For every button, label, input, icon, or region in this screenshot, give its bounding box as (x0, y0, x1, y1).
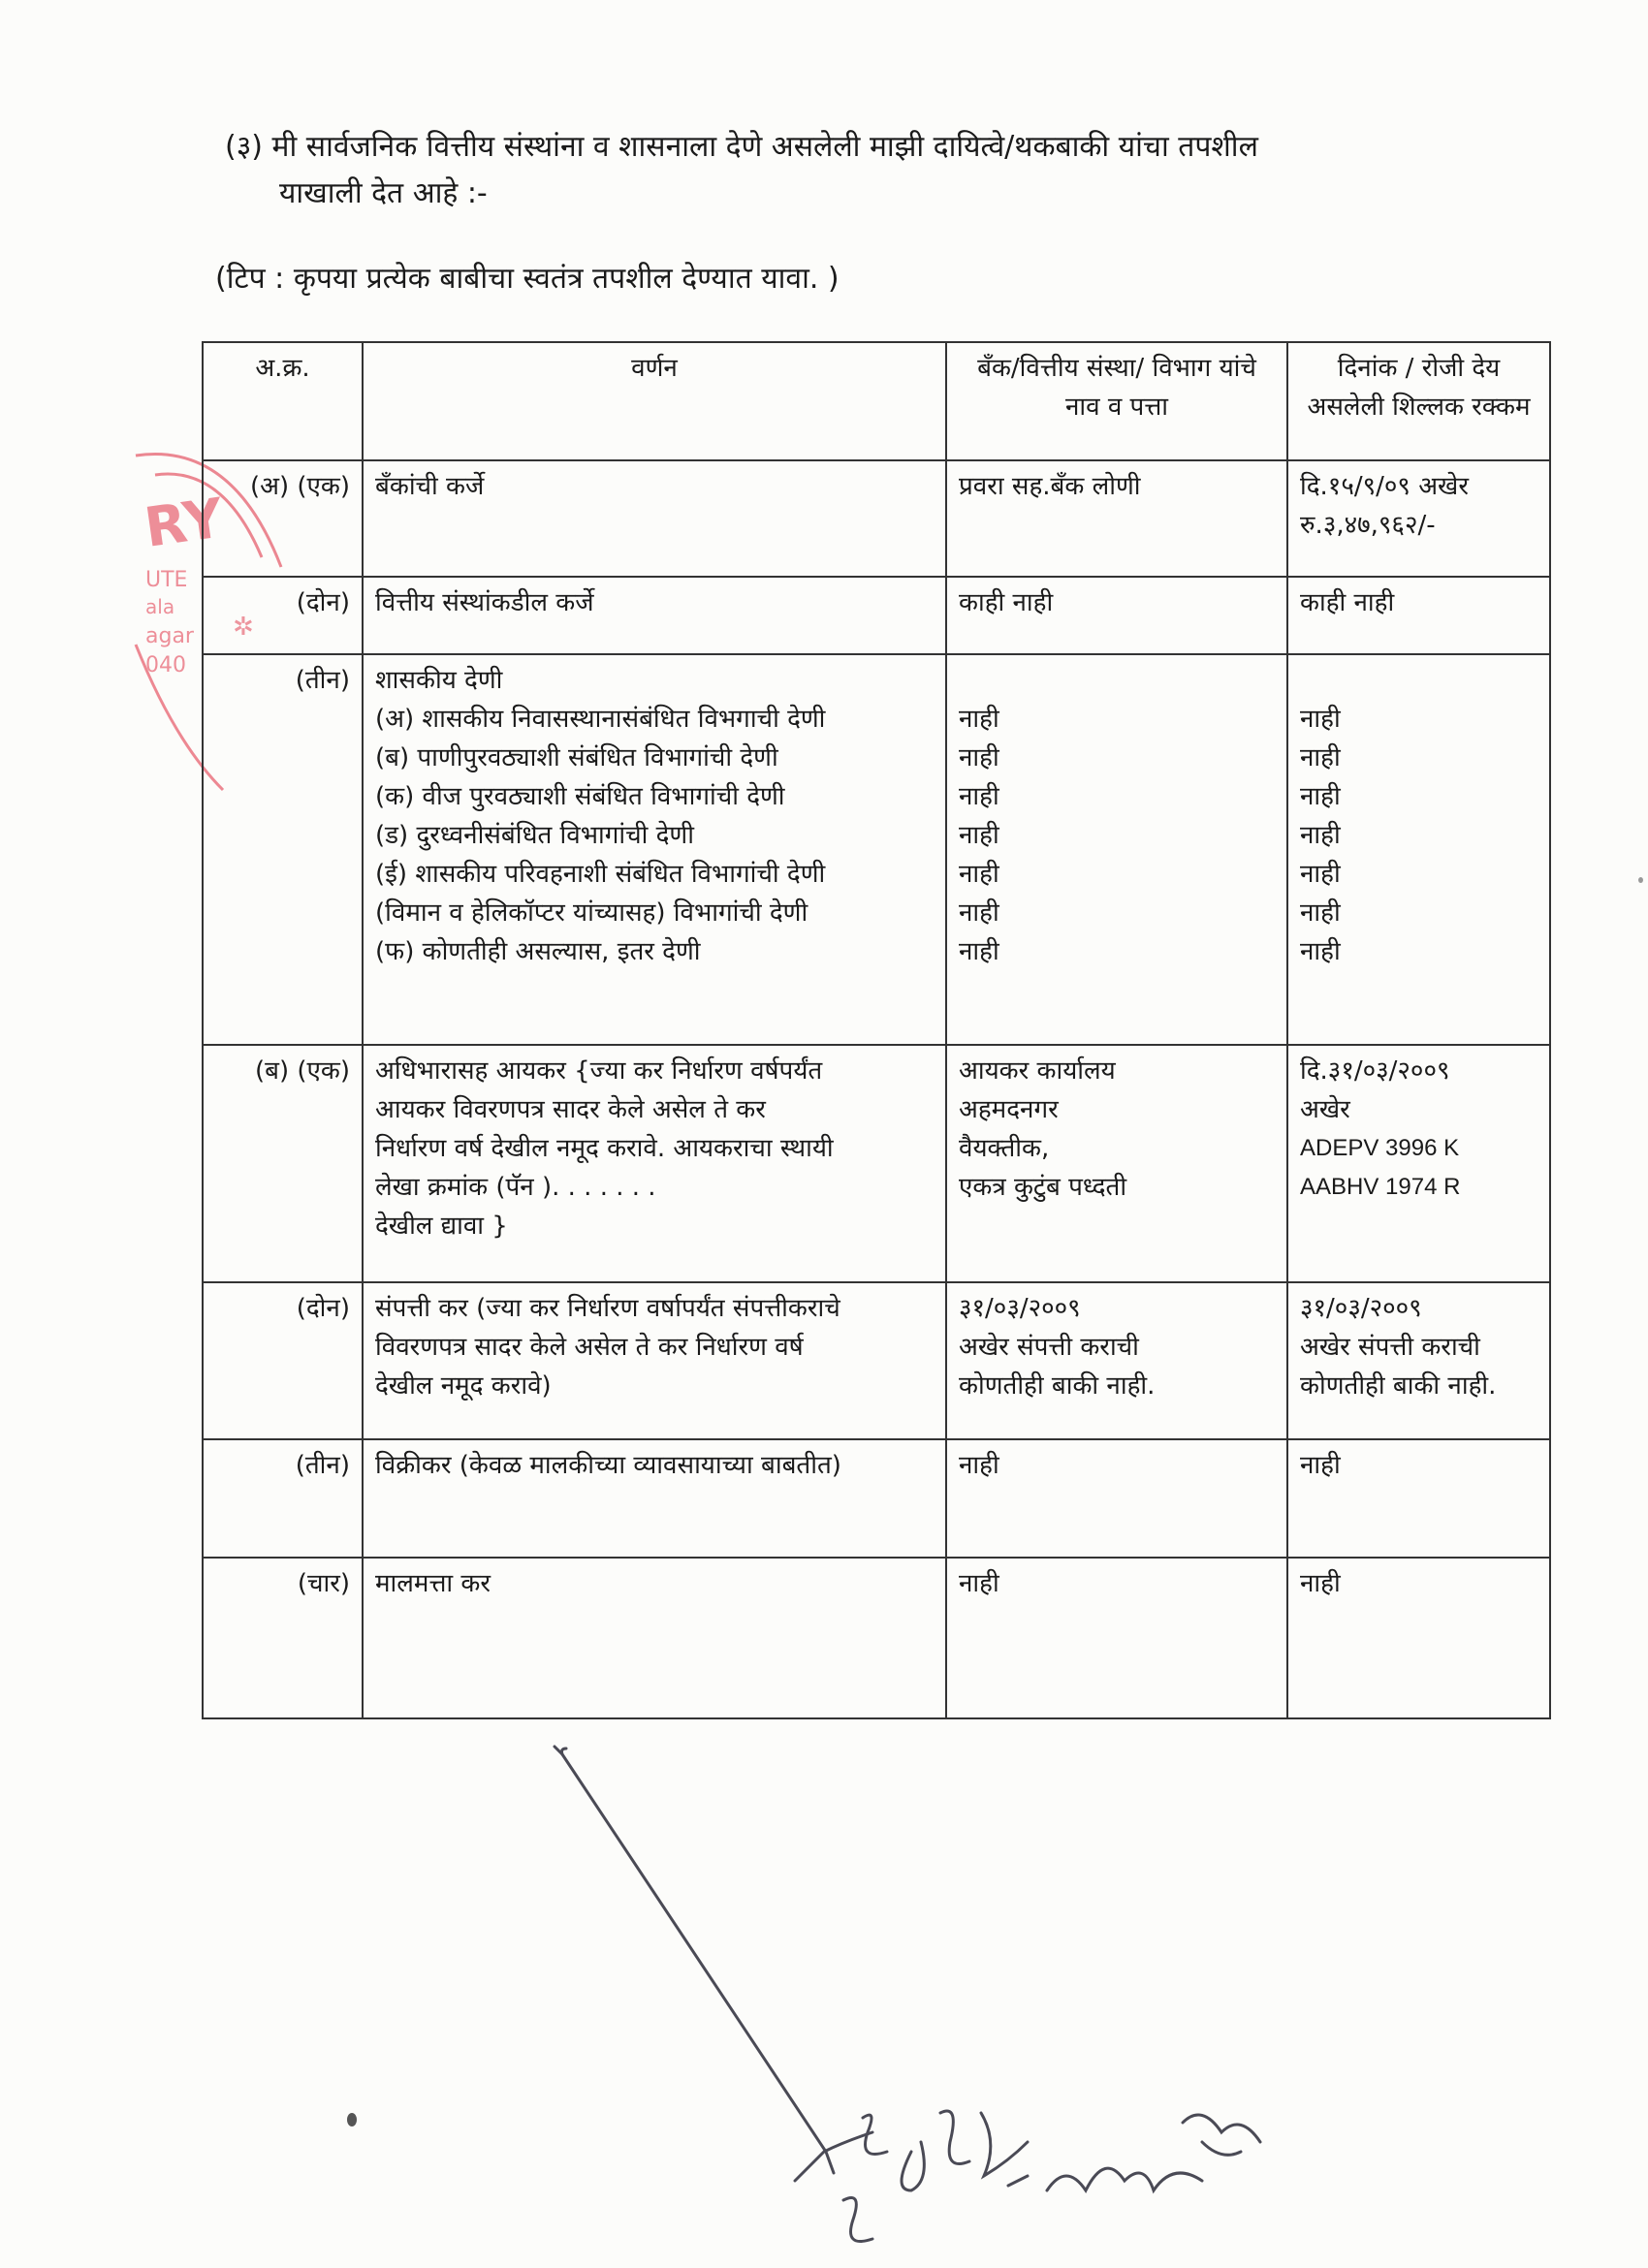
row-description (363, 654, 946, 1045)
row-bank (946, 1282, 1287, 1439)
description-line: देखील नमूद करावे) (375, 1371, 552, 1401)
amount-value: नाही (1300, 937, 1341, 966)
row-serial: (अ) (एक) (203, 460, 363, 577)
table-row (203, 1558, 1550, 1718)
amount-value: नाही (1300, 705, 1341, 734)
note-text: (टिप : कृपया प्रत्येक बाबीचा स्वतंत्र तपशील देण्यात यावा. ) (215, 262, 840, 296)
heading-line-1: (३) मी सार्वजनिक वित्तीय संस्थांना व शासनाला देणे असलेली माझी दायित्वे/थकबाकी यांचा तपशील (225, 130, 1258, 164)
row-amount (1287, 1045, 1550, 1282)
sub-item: (ड) दुरध्वनीसंबंधित विभागांची देणी (375, 821, 694, 850)
row-amount (1287, 654, 1550, 1045)
bank-line: एकत्र कुटुंब पध्दती (959, 1173, 1127, 1202)
amount-value: नाही (1300, 821, 1341, 850)
amount-value: नाही (1300, 782, 1341, 811)
amount-line: रु.३,४७,९६२/- (1300, 511, 1436, 540)
description-line: संपत्ती कर (ज्या कर निर्धारण वर्षापर्यंत संपत्तीकराचे (375, 1294, 840, 1323)
sub-item: (ब) पाणीपुरवठ्याशी संबंधित विभागांची देणी (375, 743, 778, 772)
bank-value: नाही (959, 898, 999, 928)
row-bank: काही नाही (946, 577, 1287, 654)
row-serial: (तीन) (203, 1439, 363, 1558)
description-title: शासकीय देणी (375, 666, 503, 695)
sub-item: (क) वीज पुरवठ्याशी संबंधित विभागांची देणी (375, 782, 785, 811)
row-description (363, 1045, 946, 1282)
bank-line: ३१/०३/२००९ (959, 1294, 1081, 1323)
row-amount: नाही (1287, 1439, 1550, 1558)
liabilities-table (202, 341, 1551, 1719)
table-row (203, 1045, 1550, 1282)
description-line: देखील द्यावा } (375, 1212, 508, 1241)
row-amount: नाही (1287, 1558, 1550, 1718)
stamp-text-agar: agar (145, 624, 194, 648)
row-description: बँकांची कर्जे (363, 460, 946, 577)
heading-line-2: याखाली देत आहे :- (279, 176, 488, 210)
bank-value: नाही (959, 937, 999, 966)
section-heading (225, 124, 1258, 217)
row-bank: नाही (946, 1439, 1287, 1558)
bank-value: नाही (959, 860, 999, 889)
sub-item: (फ) कोणतीही असल्यास, इतर देणी (375, 937, 701, 966)
bank-line: अहमदनगर (959, 1095, 1059, 1124)
row-serial: (दोन) (203, 577, 363, 654)
description-line: आयकर विवरणपत्र सादर केले असेल ते कर (375, 1095, 766, 1124)
pan-number: AABHV 1974 R (1300, 1174, 1461, 1200)
table-row (203, 654, 1550, 1045)
description-line: अधिभारासह आयकर {ज्या कर निर्धारण वर्षपर्यंत (375, 1056, 823, 1086)
bank-line: आयकर कार्यालय (959, 1056, 1116, 1086)
bank-line: वैयक्तीक, (959, 1134, 1050, 1163)
pan-number: ADEPV 3996 K (1300, 1135, 1460, 1161)
row-bank (946, 654, 1287, 1045)
amount-value: नाही (1300, 743, 1341, 772)
row-serial: (दोन) (203, 1282, 363, 1439)
amount-value: नाही (1300, 898, 1341, 928)
description-line: विवरणपत्र सादर केले असेल ते कर निर्धारण वर्ष (375, 1333, 804, 1362)
bank-value: नाही (959, 782, 999, 811)
table-row (203, 577, 1550, 654)
stamp-text-ala: ala (145, 595, 175, 618)
header-description: वर्णन (363, 342, 946, 460)
bank-value: नाही (959, 705, 999, 734)
table-row (203, 460, 1550, 577)
description-line: लेखा क्रमांक (पॅन ). . . . . . . (375, 1173, 656, 1202)
amount-value: नाही (1300, 860, 1341, 889)
amount-line: ३१/०३/२००९ (1300, 1294, 1422, 1323)
row-serial: (चार) (203, 1558, 363, 1718)
handwritten-signature (504, 1735, 1280, 2268)
sub-item: (अ) शासकीय निवासस्थानासंबंधित विभगाची देणी (375, 705, 826, 734)
row-description: वित्तीय संस्थांकडील कर्जे (363, 577, 946, 654)
row-amount: काही नाही (1287, 577, 1550, 654)
row-bank (946, 1045, 1287, 1282)
sub-item: (विमान व हेलिकॉप्टर यांच्यासह) विभागांची देणी (375, 898, 808, 928)
stamp-flower-icon: ✲ (233, 613, 254, 642)
row-description (363, 1282, 946, 1439)
amount-line: कोणतीही बाकी नाही. (1300, 1371, 1497, 1401)
row-amount (1287, 1282, 1550, 1439)
bank-value: नाही (959, 821, 999, 850)
sub-item: (ई) शासकीय परिवहनाशी संबंधित विभागांची देणी (375, 860, 826, 889)
stamp-text-ute: UTE (145, 568, 188, 592)
header-bank: बँक/वित्तीय संस्था/ विभाग यांचे नाव व पत्ता (946, 342, 1287, 460)
bank-line: कोणतीही बाकी नाही. (959, 1371, 1156, 1401)
row-serial: (तीन) (203, 654, 363, 1045)
amount-line: दि.३१/०३/२००९ (1300, 1056, 1450, 1086)
row-serial: (ब) (एक) (203, 1045, 363, 1282)
table-row (203, 1439, 1550, 1558)
table-row (203, 1282, 1550, 1439)
bank-value: नाही (959, 743, 999, 772)
bank-line: अखेर संपत्ती कराची (959, 1333, 1139, 1362)
amount-line: अखेर संपत्ती कराची (1300, 1333, 1480, 1362)
header-serial: अ.क्र. (203, 342, 363, 460)
header-amount: दिनांक / रोजी देय असलेली शिल्लक रक्कम (1287, 342, 1550, 460)
ink-mark (347, 2113, 357, 2126)
row-bank: नाही (946, 1558, 1287, 1718)
amount-line: दि.१५/९/०९ अखेर (1300, 472, 1469, 501)
row-amount (1287, 460, 1550, 577)
margin-dot (1638, 877, 1643, 883)
header-row (203, 342, 1550, 460)
description-line: निर्धारण वर्ष देखील नमूद करावे. आयकराचा स्थायी (375, 1134, 834, 1163)
amount-line: अखेर (1300, 1095, 1350, 1124)
row-description: विक्रीकर (केवळ मालकीच्या व्यावसायाच्या बाबतीत) (363, 1439, 946, 1558)
stamp-text-ry: RY (141, 487, 228, 560)
row-description: मालमत्ता कर (363, 1558, 946, 1718)
row-bank: प्रवरा सह.बँक लोणी (946, 460, 1287, 577)
stamp-text-040: 040 (145, 653, 186, 677)
